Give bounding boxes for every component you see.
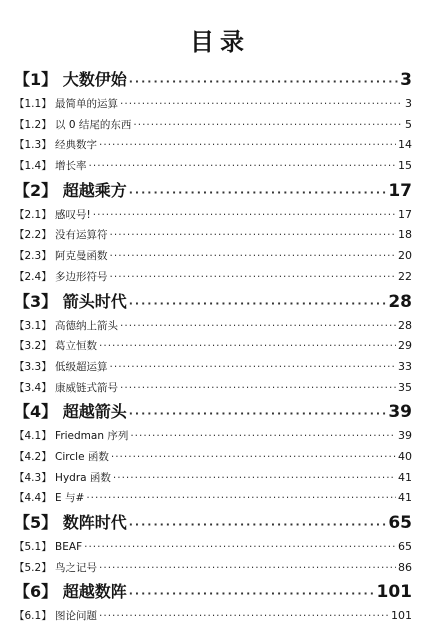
- toc-number: 【1】: [14, 70, 58, 89]
- toc-section-5-2[interactable]: [14, 558, 412, 579]
- toc-page-number: 101: [376, 582, 412, 603]
- toc-page-number: 5: [405, 117, 412, 131]
- toc-page-number: 17: [398, 207, 412, 221]
- toc-section-4-1[interactable]: [14, 426, 412, 447]
- toc-section-2-3[interactable]: [14, 246, 412, 267]
- toc-section-4-2[interactable]: [14, 447, 412, 468]
- toc-number: 【4.3】: [14, 471, 52, 484]
- toc-text: 经典数字: [55, 139, 98, 152]
- toc-number: 【6.1】: [14, 610, 52, 623]
- dot-leader: [93, 205, 396, 226]
- toc-text: 多边形符号: [55, 270, 108, 283]
- dot-leader: [110, 357, 396, 378]
- toc-number: 【2.4】: [14, 270, 52, 283]
- toc-text: 图论问题: [55, 610, 98, 623]
- toc-number: 【3.2】: [14, 340, 52, 353]
- dot-leader: [120, 94, 403, 115]
- toc-number: 【4.1】: [14, 430, 52, 443]
- toc-page-number: 33: [398, 359, 412, 373]
- toc-section-2-1[interactable]: [14, 205, 412, 226]
- toc-page-number: 18: [398, 228, 412, 242]
- dot-leader: [129, 580, 375, 606]
- toc-section-4-4[interactable]: [14, 488, 412, 509]
- toc-text: 没有运算符: [55, 229, 108, 242]
- dot-leader: [86, 488, 396, 509]
- toc-page-number: 3: [405, 97, 412, 110]
- toc-chapter-4[interactable]: [14, 398, 412, 426]
- toc-number: 【1.1】: [14, 98, 52, 110]
- toc-chapter-1[interactable]: [14, 66, 412, 94]
- dot-leader: [130, 426, 396, 447]
- toc-number: 【2.3】: [14, 250, 52, 263]
- toc-section-2-4[interactable]: [14, 267, 412, 288]
- dot-leader: [84, 537, 396, 558]
- dot-leader: [110, 267, 396, 288]
- toc-text: 最简单的运算: [55, 98, 119, 110]
- toc-page-number: 40: [398, 449, 412, 463]
- toc-text: 鸟之记号: [55, 561, 98, 574]
- toc-number: 【4】: [14, 402, 58, 422]
- toc-page-number: 15: [398, 159, 412, 173]
- toc-text: 超越乘方: [62, 180, 127, 200]
- toc-text: 箭头时代: [62, 291, 127, 311]
- toc-page-number: 65: [388, 513, 412, 533]
- toc-page-number: 29: [398, 339, 412, 353]
- toc-number: 【3】: [14, 291, 58, 311]
- toc-section-1-3[interactable]: [14, 135, 412, 156]
- toc-chapter-6[interactable]: [14, 578, 412, 606]
- toc-page-number: 35: [398, 380, 412, 394]
- dot-leader: [120, 316, 396, 337]
- toc-chapter-5[interactable]: [14, 509, 412, 537]
- toc-text: 葛立恒数: [55, 340, 98, 353]
- toc-page-number: 17: [388, 180, 412, 201]
- toc-text: 以 0 结尾的东西: [55, 118, 132, 131]
- toc-page-number: 101: [391, 609, 412, 623]
- toc-number: 【1.4】: [14, 160, 52, 173]
- page-title: 目录: [190, 28, 250, 56]
- toc-text: 康威链式箭号: [55, 381, 119, 394]
- toc-text: 感叹号!: [55, 208, 91, 221]
- toc-section-4-3[interactable]: [14, 468, 412, 489]
- toc-number: 【3.1】: [14, 319, 52, 332]
- toc-section-3-3[interactable]: [14, 357, 412, 378]
- toc-text: 高德纳上箭头: [55, 319, 119, 332]
- dot-leader: [129, 511, 387, 537]
- toc-page-number: 86: [398, 560, 412, 574]
- dot-leader: [110, 225, 396, 246]
- toc-page-number: 65: [398, 540, 412, 553]
- dot-leader: [129, 290, 387, 316]
- toc-page-number: 41: [398, 491, 412, 505]
- toc-page-number: 14: [398, 138, 412, 152]
- toc-text: Hydra 函数: [55, 471, 111, 484]
- dot-leader: [99, 606, 389, 627]
- dot-leader: [89, 156, 396, 177]
- toc-section-5-1[interactable]: [14, 537, 412, 558]
- toc-number: 【6】: [14, 582, 58, 602]
- toc-text: 大数伊始: [62, 70, 127, 89]
- toc-text: 低级超运算: [55, 360, 108, 373]
- toc-page-number: 39: [388, 402, 412, 423]
- toc-section-3-1[interactable]: [14, 316, 412, 337]
- toc-number: 【5】: [14, 513, 58, 532]
- table-of-contents: [14, 66, 412, 627]
- toc-section-1-1[interactable]: [14, 94, 412, 115]
- toc-number: 【3.4】: [14, 381, 52, 394]
- toc-number: 【4.2】: [14, 450, 52, 463]
- toc-section-1-4[interactable]: [14, 156, 412, 177]
- toc-page-number: 20: [398, 249, 412, 263]
- toc-page-number: 28: [388, 291, 412, 312]
- toc-number: 【2】: [14, 180, 58, 200]
- toc-text: 数阵时代: [62, 513, 127, 532]
- dot-leader: [133, 115, 403, 136]
- toc-section-2-2[interactable]: [14, 225, 412, 246]
- toc-section-3-2[interactable]: [14, 336, 412, 357]
- dot-leader: [129, 179, 387, 205]
- dot-leader: [99, 558, 396, 579]
- toc-text: E 与#: [55, 492, 85, 505]
- dot-leader: [111, 447, 396, 468]
- toc-text: 超越数阵: [62, 582, 127, 602]
- dot-leader: [99, 135, 396, 156]
- dot-leader: [110, 246, 396, 267]
- toc-number: 【4.4】: [14, 492, 52, 505]
- toc-chapter-3[interactable]: [14, 288, 412, 316]
- toc-number: 【5.2】: [14, 561, 52, 574]
- toc-section-3-4[interactable]: [14, 378, 412, 399]
- toc-text: 阿克曼函数: [55, 250, 108, 263]
- toc-page-number: 3: [400, 70, 412, 90]
- toc-number: 【2.2】: [14, 229, 52, 242]
- toc-number: 【5.1】: [14, 541, 52, 553]
- toc-text: Friedman 序列: [55, 430, 129, 443]
- toc-text: 超越箭头: [62, 402, 127, 422]
- toc-page-number: 41: [398, 470, 412, 484]
- toc-text: 增长率: [55, 160, 87, 173]
- toc-number: 【1.2】: [14, 118, 52, 131]
- toc-page-number: 22: [398, 269, 412, 283]
- dot-leader: [113, 468, 396, 489]
- toc-number: 【3.3】: [14, 360, 52, 373]
- dot-leader: [120, 378, 396, 399]
- toc-page-number: 28: [398, 318, 412, 332]
- toc-number: 【2.1】: [14, 208, 52, 221]
- toc-chapter-2[interactable]: [14, 177, 412, 205]
- toc-section-1-2[interactable]: [14, 115, 412, 136]
- toc-section-6-1[interactable]: [14, 606, 412, 627]
- toc-text: BEAF: [55, 541, 83, 553]
- dot-leader: [129, 68, 398, 94]
- toc-page-number: 39: [398, 429, 412, 443]
- toc-number: 【1.3】: [14, 139, 52, 152]
- dot-leader: [129, 400, 387, 426]
- dot-leader: [99, 336, 396, 357]
- toc-text: Circle 函数: [55, 450, 109, 463]
